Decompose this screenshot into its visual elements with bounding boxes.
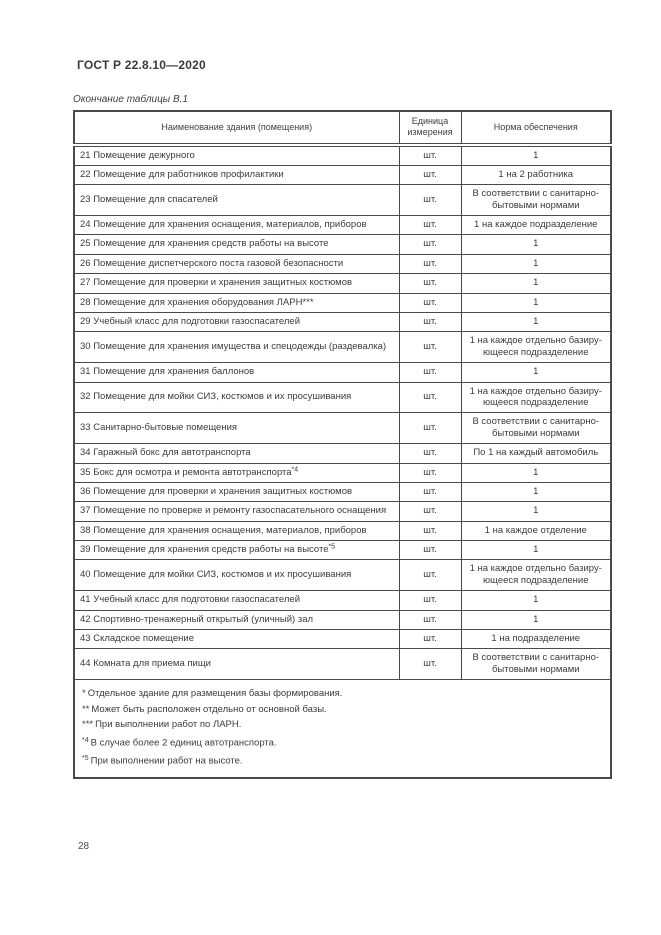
unit-cell: шт. — [399, 413, 461, 444]
building-name-cell: 40 Помещение для мойки СИЗ, костюмов и их просушивания — [74, 560, 399, 591]
norm-cell: 1 — [461, 463, 611, 482]
footnote-3-text: При выполнении работ по ЛАРН. — [95, 719, 242, 731]
unit-cell: шт. — [399, 216, 461, 235]
unit-cell: шт. — [399, 254, 461, 273]
norm-cell: 1 — [461, 293, 611, 312]
footnotes-cell — [74, 680, 611, 778]
norm-cell: 1 на каждое отдельно базирующееся подразделение — [461, 332, 611, 363]
building-name-cell: 37 Помещение по проверке и ремонту газоспасательного оснащения — [74, 502, 399, 521]
unit-cell: шт. — [399, 274, 461, 293]
norm-cell: 1 на каждое отделение — [461, 521, 611, 540]
unit-cell: шт. — [399, 444, 461, 463]
unit-cell: шт. — [399, 502, 461, 521]
unit-cell: шт. — [399, 235, 461, 254]
page-number: 28 — [78, 841, 90, 852]
footnote-3 — [82, 717, 602, 733]
norm-cell: 1 — [461, 254, 611, 273]
building-name-cell: 44 Комната для приема пищи — [74, 649, 399, 680]
table-row — [74, 413, 611, 444]
table-row — [74, 216, 611, 235]
table-body — [74, 145, 611, 680]
unit-cell: шт. — [399, 332, 461, 363]
unit-cell: шт. — [399, 591, 461, 610]
building-name-cell: 24 Помещение для хранения оснащения, материалов, приборов — [74, 216, 399, 235]
footnote-4-text: В случае более 2 единиц автотранспорта. — [90, 737, 277, 749]
table-row — [74, 165, 611, 184]
norm-cell: 1 на каждое отдельно базирующееся подразделение — [461, 382, 611, 413]
unit-cell: шт. — [399, 560, 461, 591]
unit-cell: шт. — [399, 541, 461, 560]
table-row — [74, 332, 611, 363]
table-row — [74, 649, 611, 680]
header-unit: Единица измерения — [399, 111, 461, 145]
norm-cell: 1 на каждое подразделение — [461, 216, 611, 235]
table-row — [74, 463, 611, 482]
table-row — [74, 444, 611, 463]
norm-cell: По 1 на каждый автомобиль — [461, 444, 611, 463]
unit-cell: шт. — [399, 313, 461, 332]
header-building-name: Наименование здания (помещения) — [74, 111, 399, 145]
unit-cell: шт. — [399, 463, 461, 482]
building-name-cell: 28 Помещение для хранения оборудования ЛАРН*** — [74, 293, 399, 312]
unit-cell: шт. — [399, 145, 461, 166]
unit-cell: шт. — [399, 185, 461, 216]
building-name-cell: 35 Бокс для осмотра и ремонта автотранспорта$^{*4}$ — [74, 463, 399, 482]
table-caption: Окончание таблицы В.1 — [73, 94, 188, 105]
table-row — [74, 482, 611, 501]
table-header — [74, 111, 611, 145]
building-name-cell: 25 Помещение для хранения средств работы на высоте — [74, 235, 399, 254]
building-name-cell: 38 Помещение для хранения оснащения, материалов, приборов — [74, 521, 399, 540]
table-header-row — [74, 111, 611, 145]
building-name-cell: 23 Помещение для спасателей — [74, 185, 399, 216]
unit-cell: шт. — [399, 610, 461, 629]
footnote-1-marker: * — [82, 688, 86, 700]
unit-cell: шт. — [399, 293, 461, 312]
table-row — [74, 235, 611, 254]
footnote-5-marker: *5 — [82, 754, 89, 762]
building-name-cell: 32 Помещение для мойки СИЗ, костюмов и их просушивания — [74, 382, 399, 413]
footnote-3-marker: *** — [82, 719, 94, 731]
norm-cell: 1 на каждое отдельно базирующееся подразделение — [461, 560, 611, 591]
table-row — [74, 313, 611, 332]
norm-cell: 1 — [461, 363, 611, 382]
table-row — [74, 254, 611, 273]
building-name-cell: 26 Помещение диспетчерского поста газовой безопасности — [74, 254, 399, 273]
unit-cell: шт. — [399, 165, 461, 184]
building-name-cell: 39 Помещение для хранения средств работы на высоте$^{*5}$ — [74, 541, 399, 560]
footnote-2 — [82, 702, 602, 718]
unit-cell: шт. — [399, 521, 461, 540]
building-name-cell: 31 Помещение для хранения баллонов — [74, 363, 399, 382]
table-row — [74, 610, 611, 629]
norm-cell: 1 — [461, 145, 611, 166]
norm-cell: 1 — [461, 610, 611, 629]
norm-cell: 1 — [461, 591, 611, 610]
norm-cell: 1 — [461, 502, 611, 521]
building-name-cell: 30 Помещение для хранения имущества и спецодежды (раздевалка) — [74, 332, 399, 363]
norms-table — [73, 110, 612, 779]
footnote-2-text: Может быть расположен отдельно от основной базы. — [91, 703, 327, 715]
table-row — [74, 145, 611, 166]
table-row — [74, 363, 611, 382]
building-name-cell: 43 Складское помещение — [74, 630, 399, 649]
table-row — [74, 521, 611, 540]
unit-cell: шт. — [399, 363, 461, 382]
norm-cell: 1 на подразделение — [461, 630, 611, 649]
table-row — [74, 502, 611, 521]
table-footnotes-body — [74, 680, 611, 778]
header-norm: Норма обеспечения — [461, 111, 611, 145]
unit-cell: шт. — [399, 649, 461, 680]
norm-cell: 1 — [461, 313, 611, 332]
norm-cell: В соответствии с санитарно-бытовыми нормами — [461, 185, 611, 216]
building-name-cell: 33 Санитарно-бытовые помещения — [74, 413, 399, 444]
norm-cell: 1 на 2 работника — [461, 165, 611, 184]
norm-cell: В соответствии с санитарно-бытовыми нормами — [461, 649, 611, 680]
unit-cell: шт. — [399, 630, 461, 649]
table-row — [74, 382, 611, 413]
table-row — [74, 630, 611, 649]
norm-cell: 1 — [461, 482, 611, 501]
footnote-1 — [82, 686, 602, 702]
building-name-cell: 21 Помещение дежурного — [74, 145, 399, 166]
norm-cell: 1 — [461, 541, 611, 560]
building-name-cell: 22 Помещение для работников профилактики — [74, 165, 399, 184]
building-name-cell: 36 Помещение для проверки и хранения защитных костюмов — [74, 482, 399, 501]
table-row — [74, 274, 611, 293]
norm-cell: В соответствии с санитарно-бытовыми нормами — [461, 413, 611, 444]
table-row — [74, 293, 611, 312]
unit-cell: шт. — [399, 482, 461, 501]
footnote-5 — [82, 751, 602, 769]
footnote-5-text: При выполнении работ на высоте. — [90, 755, 243, 767]
unit-cell: шт. — [399, 382, 461, 413]
building-name-cell: 27 Помещение для проверки и хранения защитных костюмов — [74, 274, 399, 293]
footnote-1-text: Отдельное здание для размещения базы формирования. — [87, 688, 343, 700]
table-row — [74, 541, 611, 560]
building-name-cell: 41 Учебный класс для подготовки газоспасателей — [74, 591, 399, 610]
footnote-2-marker: ** — [82, 703, 90, 715]
norm-cell: 1 — [461, 235, 611, 254]
norm-cell: 1 — [461, 274, 611, 293]
table-row — [74, 591, 611, 610]
footnote-4 — [82, 733, 602, 751]
building-name-cell: 42 Спортивно-тренажерный открытый (уличный) зал — [74, 610, 399, 629]
footnotes-row — [74, 680, 611, 778]
footnote-4-marker: *4 — [82, 736, 89, 744]
table-row — [74, 560, 611, 591]
building-name-cell: 34 Гаражный бокс для автотранспорта — [74, 444, 399, 463]
table-row — [74, 185, 611, 216]
doc-code: ГОСТ Р 22.8.10—2020 — [77, 58, 206, 72]
building-name-cell: 29 Учебный класс для подготовки газоспасателей — [74, 313, 399, 332]
